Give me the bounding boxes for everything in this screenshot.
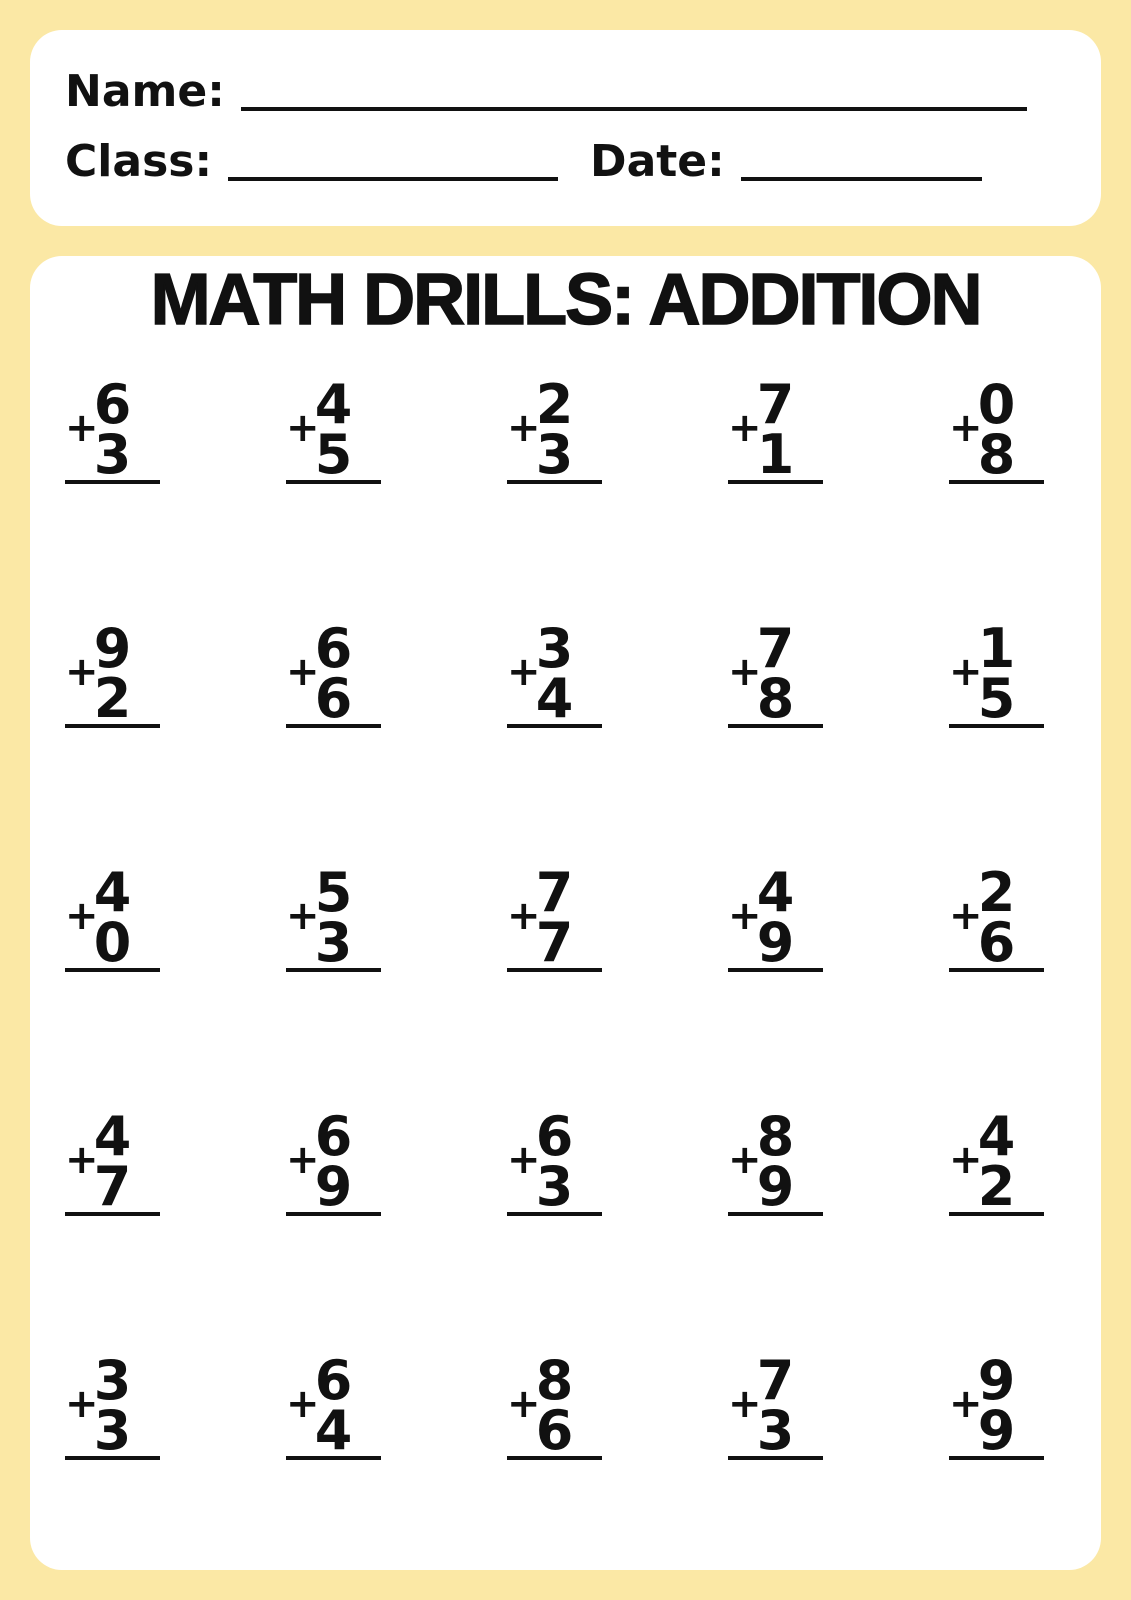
plus-operator: + (507, 1381, 541, 1427)
addition-problem (65, 1349, 161, 1462)
top-addend: 3 (93, 1349, 132, 1412)
answer-blank-line (728, 724, 823, 728)
addition-problem (728, 617, 824, 730)
answer-blank-line (286, 1456, 381, 1460)
plus-operator: + (507, 405, 541, 451)
answer-blank-line (949, 1456, 1044, 1460)
answer-blank-line (949, 1212, 1044, 1216)
plus-operator: + (507, 1137, 541, 1183)
plus-operator: + (728, 1137, 762, 1183)
answer-blank-line (507, 968, 602, 972)
answer-blank-line (65, 1456, 160, 1460)
answer-blank-line (949, 724, 1044, 728)
top-addend: 6 (314, 1105, 353, 1168)
top-addend: 7 (756, 373, 795, 436)
bottom-addend: 7 (535, 911, 574, 974)
answer-blank-line (949, 968, 1044, 972)
worksheet-card (30, 256, 1101, 1570)
answer-blank-line (286, 1212, 381, 1216)
plus-operator: + (286, 405, 320, 451)
addition-problem (949, 1349, 1045, 1462)
top-addend: 7 (535, 861, 574, 924)
top-addend: 8 (535, 1349, 574, 1412)
date-label: Date: (590, 136, 725, 187)
answer-blank-line (507, 1456, 602, 1460)
answer-blank-line (728, 1212, 823, 1216)
addition-problem (286, 1349, 382, 1462)
plus-operator: + (65, 405, 99, 451)
answer-blank-line (507, 724, 602, 728)
answer-blank-line (65, 480, 160, 484)
answer-blank-line (728, 1456, 823, 1460)
bottom-addend: 6 (535, 1399, 574, 1462)
bottom-addend: 9 (756, 911, 795, 974)
addition-problem (949, 1105, 1045, 1218)
answer-blank-line (65, 968, 160, 972)
top-addend: 3 (535, 617, 574, 680)
answer-blank-line (949, 480, 1044, 484)
addition-problem (728, 1105, 824, 1218)
answer-blank-line (286, 724, 381, 728)
bottom-addend: 5 (314, 423, 353, 486)
top-addend: 4 (314, 373, 353, 436)
top-addend: 7 (756, 617, 795, 680)
bottom-addend: 6 (977, 911, 1016, 974)
answer-blank-line (286, 480, 381, 484)
top-addend: 4 (93, 861, 132, 924)
answer-blank-line (507, 1212, 602, 1216)
addition-problem (65, 861, 161, 974)
addition-problem (728, 373, 824, 486)
plus-operator: + (728, 1381, 762, 1427)
plus-operator: + (65, 649, 99, 695)
top-addend: 6 (314, 617, 353, 680)
bottom-addend: 3 (756, 1399, 795, 1462)
addition-problem (65, 617, 161, 730)
plus-operator: + (949, 649, 983, 695)
plus-operator: + (728, 893, 762, 939)
addition-problem (286, 617, 382, 730)
top-addend: 6 (535, 1105, 574, 1168)
bottom-addend: 8 (756, 667, 795, 730)
bottom-addend: 8 (977, 423, 1016, 486)
answer-blank-line (507, 480, 602, 484)
addition-problem (286, 861, 382, 974)
top-addend: 2 (977, 861, 1016, 924)
bottom-addend: 4 (535, 667, 574, 730)
top-addend: 1 (977, 617, 1016, 680)
name-label: Name: (65, 66, 225, 117)
bottom-addend: 3 (535, 423, 574, 486)
problems-grid (30, 373, 1101, 1462)
bottom-addend: 4 (314, 1399, 353, 1462)
addition-problem (949, 373, 1045, 486)
answer-blank-line (65, 1212, 160, 1216)
top-addend: 4 (977, 1105, 1016, 1168)
addition-problem (65, 373, 161, 486)
top-addend: 6 (93, 373, 132, 436)
addition-problem (728, 1349, 824, 1462)
bottom-addend: 2 (977, 1155, 1016, 1218)
top-addend: 4 (93, 1105, 132, 1168)
plus-operator: + (65, 893, 99, 939)
bottom-addend: 0 (93, 911, 132, 974)
bottom-addend: 3 (314, 911, 353, 974)
addition-problem (507, 861, 603, 974)
top-addend: 7 (756, 1349, 795, 1412)
name-row (65, 62, 1027, 117)
top-addend: 8 (756, 1105, 795, 1168)
class-label: Class: (65, 136, 213, 187)
addition-problem (507, 617, 603, 730)
worksheet-title: MATH DRILLS: ADDITION (150, 260, 981, 340)
addition-problem (286, 1105, 382, 1218)
answer-blank-line (728, 480, 823, 484)
bottom-addend: 7 (93, 1155, 132, 1218)
addition-problem (507, 1105, 603, 1218)
bottom-addend: 3 (93, 1399, 132, 1462)
plus-operator: + (507, 893, 541, 939)
class-date-row (65, 132, 982, 187)
bottom-addend: 3 (535, 1155, 574, 1218)
top-addend: 5 (314, 861, 353, 924)
top-addend: 9 (93, 617, 132, 680)
plus-operator: + (286, 1137, 320, 1183)
plus-operator: + (507, 649, 541, 695)
plus-operator: + (286, 649, 320, 695)
bottom-addend: 9 (756, 1155, 795, 1218)
answer-blank-line (286, 968, 381, 972)
plus-operator: + (949, 405, 983, 451)
addition-problem (728, 861, 824, 974)
bottom-addend: 3 (93, 423, 132, 486)
plus-operator: + (728, 405, 762, 451)
answer-blank-line (65, 724, 160, 728)
plus-operator: + (286, 1381, 320, 1427)
addition-problem (507, 373, 603, 486)
bottom-addend: 9 (977, 1399, 1016, 1462)
bottom-addend: 9 (314, 1155, 353, 1218)
plus-operator: + (949, 893, 983, 939)
date-blank-line (741, 177, 982, 181)
bottom-addend: 1 (756, 423, 795, 486)
plus-operator: + (65, 1381, 99, 1427)
student-info-card (30, 30, 1101, 226)
addition-problem (507, 1349, 603, 1462)
plus-operator: + (286, 893, 320, 939)
top-addend: 4 (756, 861, 795, 924)
plus-operator: + (728, 649, 762, 695)
bottom-addend: 5 (977, 667, 1016, 730)
top-addend: 2 (535, 373, 574, 436)
addition-problem (949, 617, 1045, 730)
addition-problem (949, 861, 1045, 974)
bottom-addend: 6 (314, 667, 353, 730)
addition-problem (65, 1105, 161, 1218)
plus-operator: + (65, 1137, 99, 1183)
name-blank-line (241, 107, 1027, 111)
top-addend: 0 (977, 373, 1016, 436)
plus-operator: + (949, 1381, 983, 1427)
top-addend: 6 (314, 1349, 353, 1412)
bottom-addend: 2 (93, 667, 132, 730)
addition-problem (286, 373, 382, 486)
top-addend: 9 (977, 1349, 1016, 1412)
plus-operator: + (949, 1137, 983, 1183)
class-blank-line (228, 177, 558, 181)
answer-blank-line (728, 968, 823, 972)
